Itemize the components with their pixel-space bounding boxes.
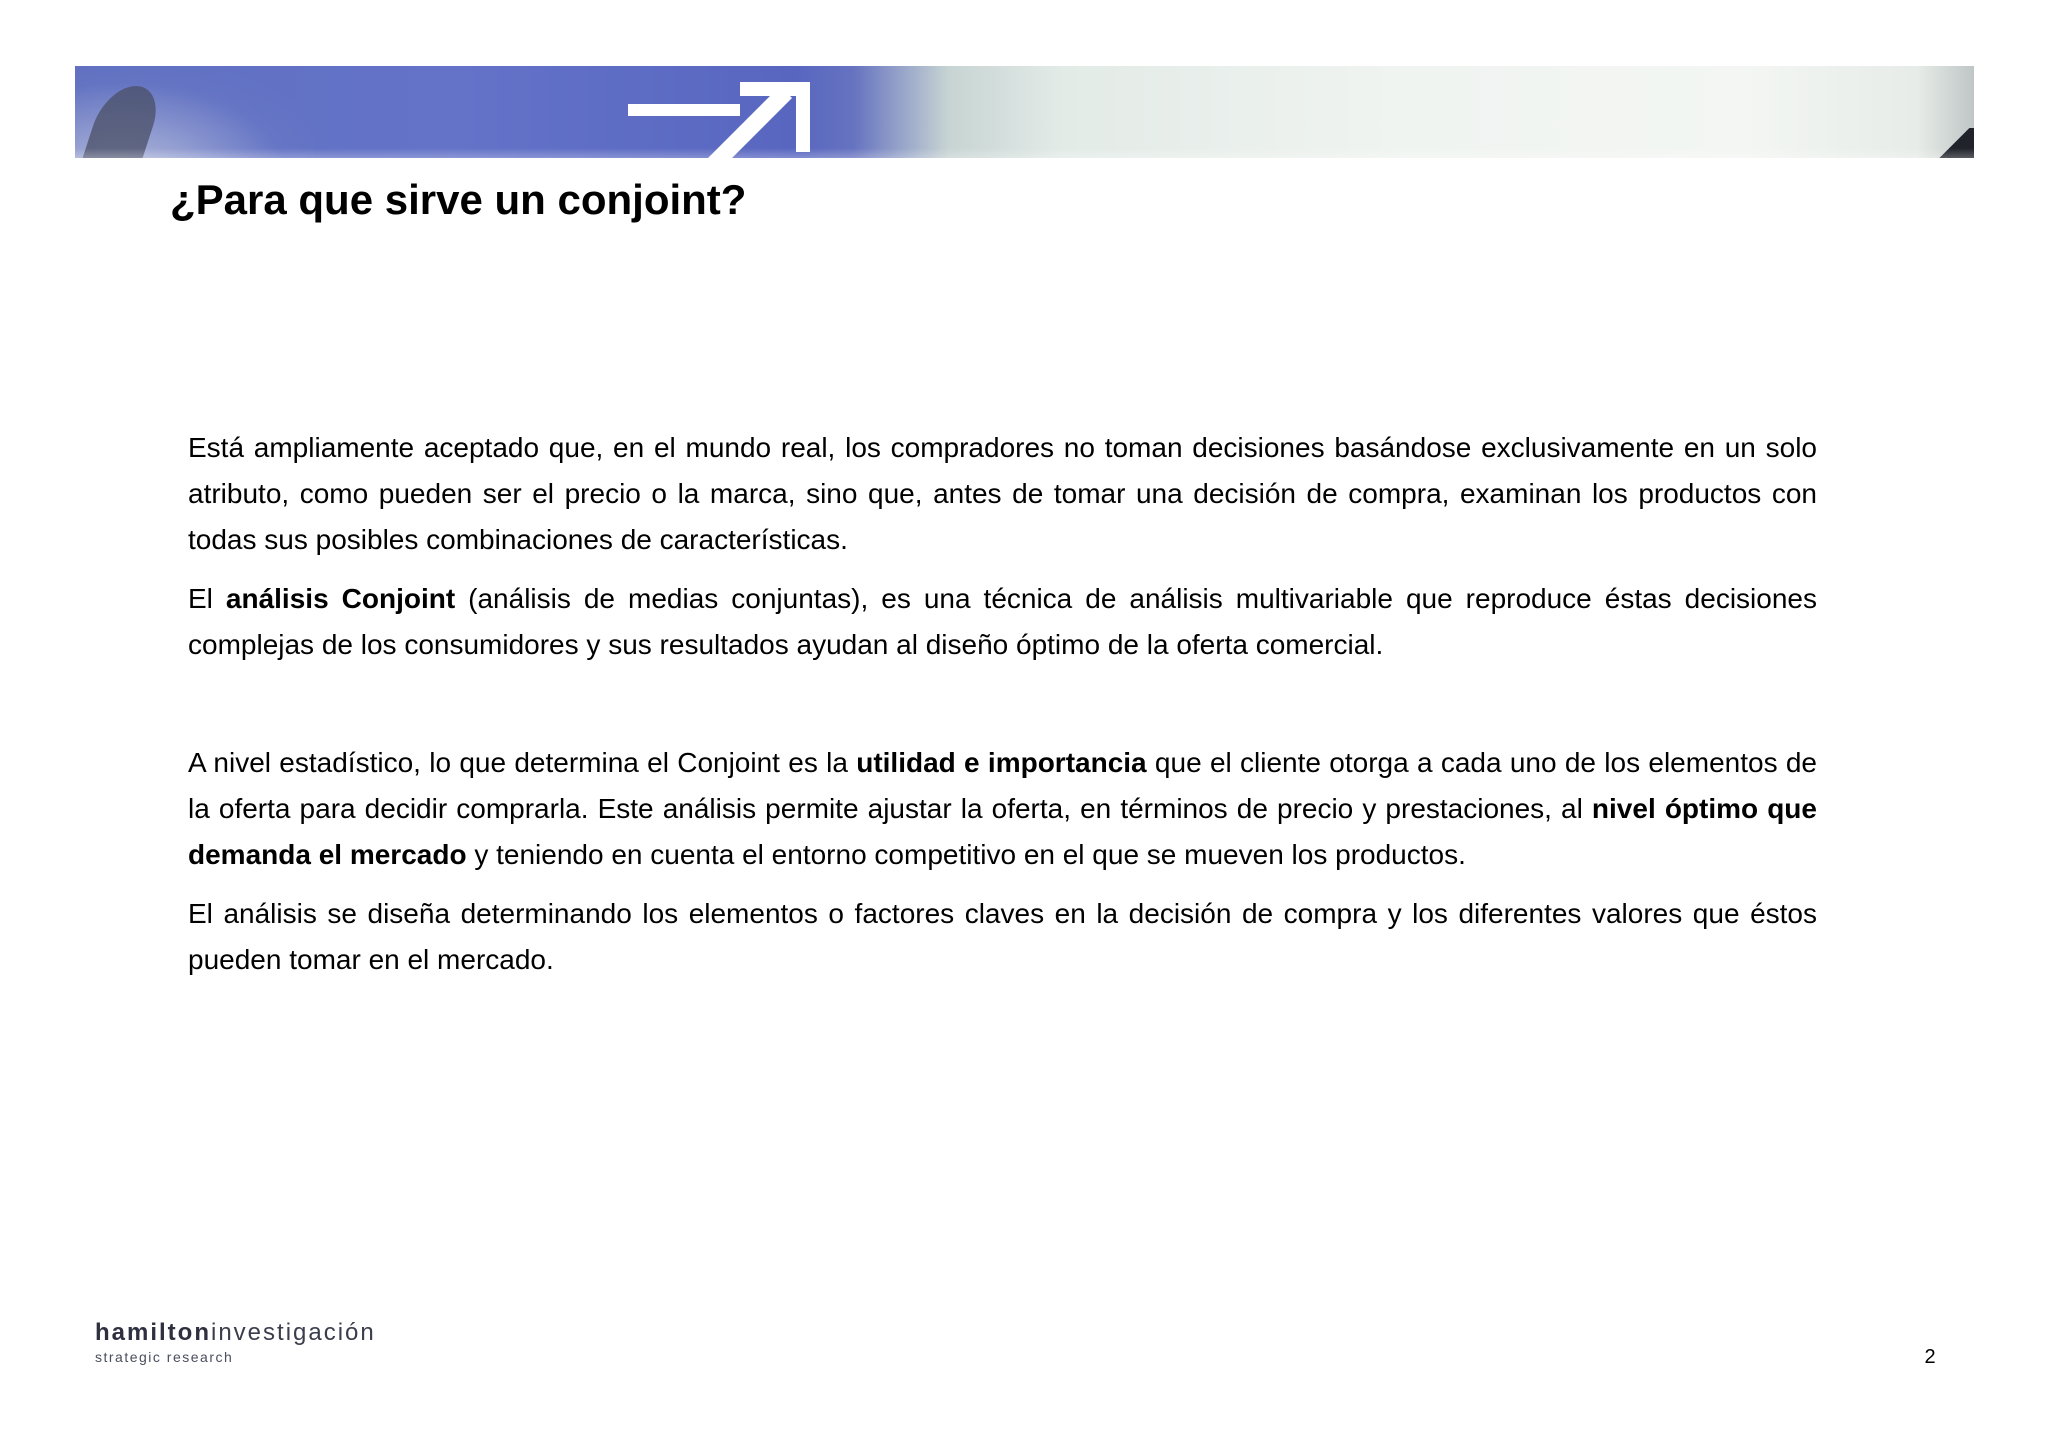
paragraph-3 xyxy=(188,740,1817,878)
logo-tagline: strategic research xyxy=(95,1349,234,1365)
page-number: 2 xyxy=(1924,1346,1936,1368)
paragraph-2-emphasis: análisis Conjoint xyxy=(225,583,456,614)
slide-body xyxy=(188,425,1817,983)
paragraph-4 xyxy=(188,891,1817,983)
page-title: ¿Para que sirve un conjoint? xyxy=(170,176,747,223)
header-banner-image xyxy=(75,66,1974,158)
logo-regular-part: investigación xyxy=(211,1319,376,1346)
paragraph-2-after: (análisis de medias conjuntas), es una técnica de análisis multivariable que reproduce éstas decisiones complejas de los consumidores y sus resultados ayudan al diseño óptimo de la oferta comercial. xyxy=(188,583,1817,660)
paragraph-3-middle: que el cliente otorga a cada uno de los elementos de la oferta para decidir comprarla. Este análisis permite ajustar la oferta, en términos de precio y prestaciones, al xyxy=(188,747,1818,824)
paragraph-3-emphasis-2: nivel óptimo que demanda el mercado xyxy=(188,793,1817,870)
paragraph-4-text: El análisis se diseña determinando los elementos o factores claves en la decisión de compra y los diferentes valores que éstos pueden tomar en el mercado. xyxy=(188,898,1817,975)
paragraph-1-text: Está ampliamente aceptado que, en el mundo real, los compradores no toman decisiones basándose exclusivamente en un solo atributo, como pueden ser el precio o la marca, sino que, antes de tomar una decisión de compra, examinan los productos con todas sus posibles combinaciones de características. xyxy=(188,432,1817,555)
company-logo xyxy=(95,1318,376,1366)
paragraph-2-before: El xyxy=(188,583,226,614)
paragraph-1 xyxy=(188,425,1817,563)
paragraph-3-after: y teniendo en cuenta el entorno competitivo en el que se mueven los productos. xyxy=(466,839,1466,870)
paragraph-2 xyxy=(188,576,1817,668)
logo-bold-part: hamilton xyxy=(95,1319,211,1346)
banner-bottom-fade xyxy=(75,148,1974,158)
logo-wordmark xyxy=(95,1318,376,1348)
arrow-up-right-icon xyxy=(620,66,840,158)
paragraph-3-emphasis-1: utilidad e importancia xyxy=(856,747,1147,778)
paragraph-3-before: A nivel estadístico, lo que determina el Conjoint es la xyxy=(188,747,857,778)
